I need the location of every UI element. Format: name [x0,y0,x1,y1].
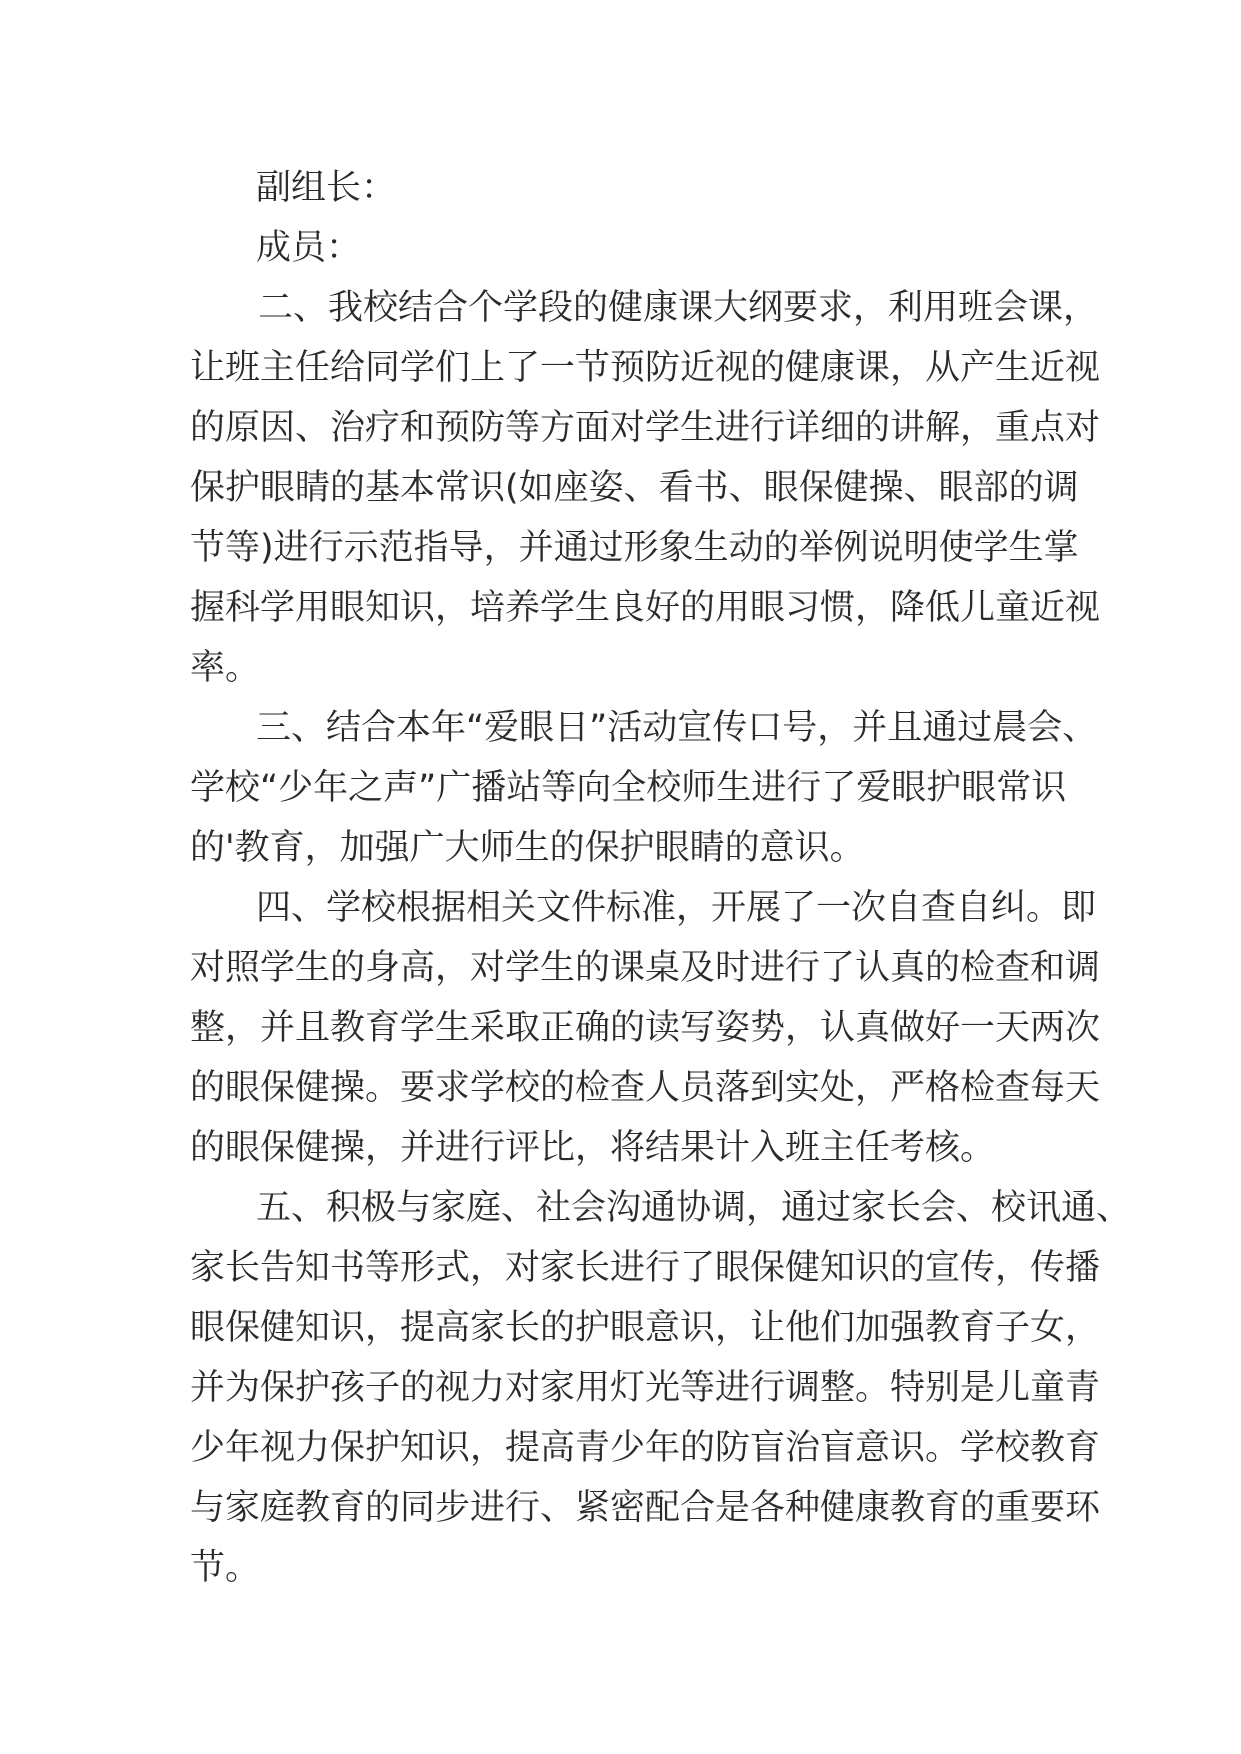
paragraph-line: 三、结合本年“爱眼日”活动宣传口号，并且通过晨会、 [256,708,1098,748]
paragraph-line: 五、积极与家庭、社会沟通协调，通过家长会、校讯通、 [256,1188,1132,1228]
paragraph-line: 节。 [190,1548,261,1588]
paragraph-line: 节等)进行示范指导，并通过形象生动的举例说明使学生掌 [190,528,1079,568]
paragraph-line: 率。 [190,648,261,688]
paragraph-line: 学校“少年之声”广播站等向全校师生进行了爱眼护眼常识 [190,768,1067,808]
paragraph-line: 的眼保健操。要求学校的检查人员落到实处，严格检查每天 [190,1068,1101,1108]
paragraph-line: 家长告知书等形式，对家长进行了眼保健知识的宣传，传播 [190,1248,1101,1288]
paragraph-line: 对照学生的身高，对学生的课桌及时进行了认真的检查和调 [190,948,1101,988]
paragraph-line: 与家庭教育的同步进行、紧密配合是各种健康教育的重要环 [190,1488,1101,1528]
paragraph-line: 少年视力保护知识，提高青少年的防盲治盲意识。学校教育 [190,1428,1101,1468]
paragraph-line: 握科学用眼知识，培养学生良好的用眼习惯，降低儿童近视 [190,588,1101,628]
paragraph-line: 眼保健知识，提高家长的护眼意识，让他们加强教育子女， [190,1308,1101,1348]
paragraph-line: 并为保护孩子的视力对家用灯光等进行调整。特别是儿童青 [190,1368,1101,1408]
paragraph-line: 整，并且教育学生采取正确的读写姿势，认真做好一天两次 [190,1008,1101,1048]
paragraph-line: 保护眼睛的基本常识(如座姿、看书、眼保健操、眼部的调 [190,468,1079,508]
paragraph-line: 的原因、治疗和预防等方面对学生进行详细的讲解，重点对 [190,408,1101,448]
paragraph-line: 的'教育，加强广大师生的保护眼睛的意识。 [190,828,865,868]
paragraph-line: 让班主任给同学们上了一节预防近视的健康课，从产生近视 [190,348,1101,388]
paragraph-line: 的眼保健操，并进行评比，将结果计入班主任考核。 [190,1128,996,1168]
paragraph-line: 二、我校结合个学段的健康课大纲要求，利用班会课， [258,288,1099,328]
deputy-leader-label: 副组长： [256,168,397,208]
paragraph-line: 四、学校根据相关文件标准，开展了一次自查自纠。即 [256,888,1097,928]
members-label: 成员： [256,228,362,268]
